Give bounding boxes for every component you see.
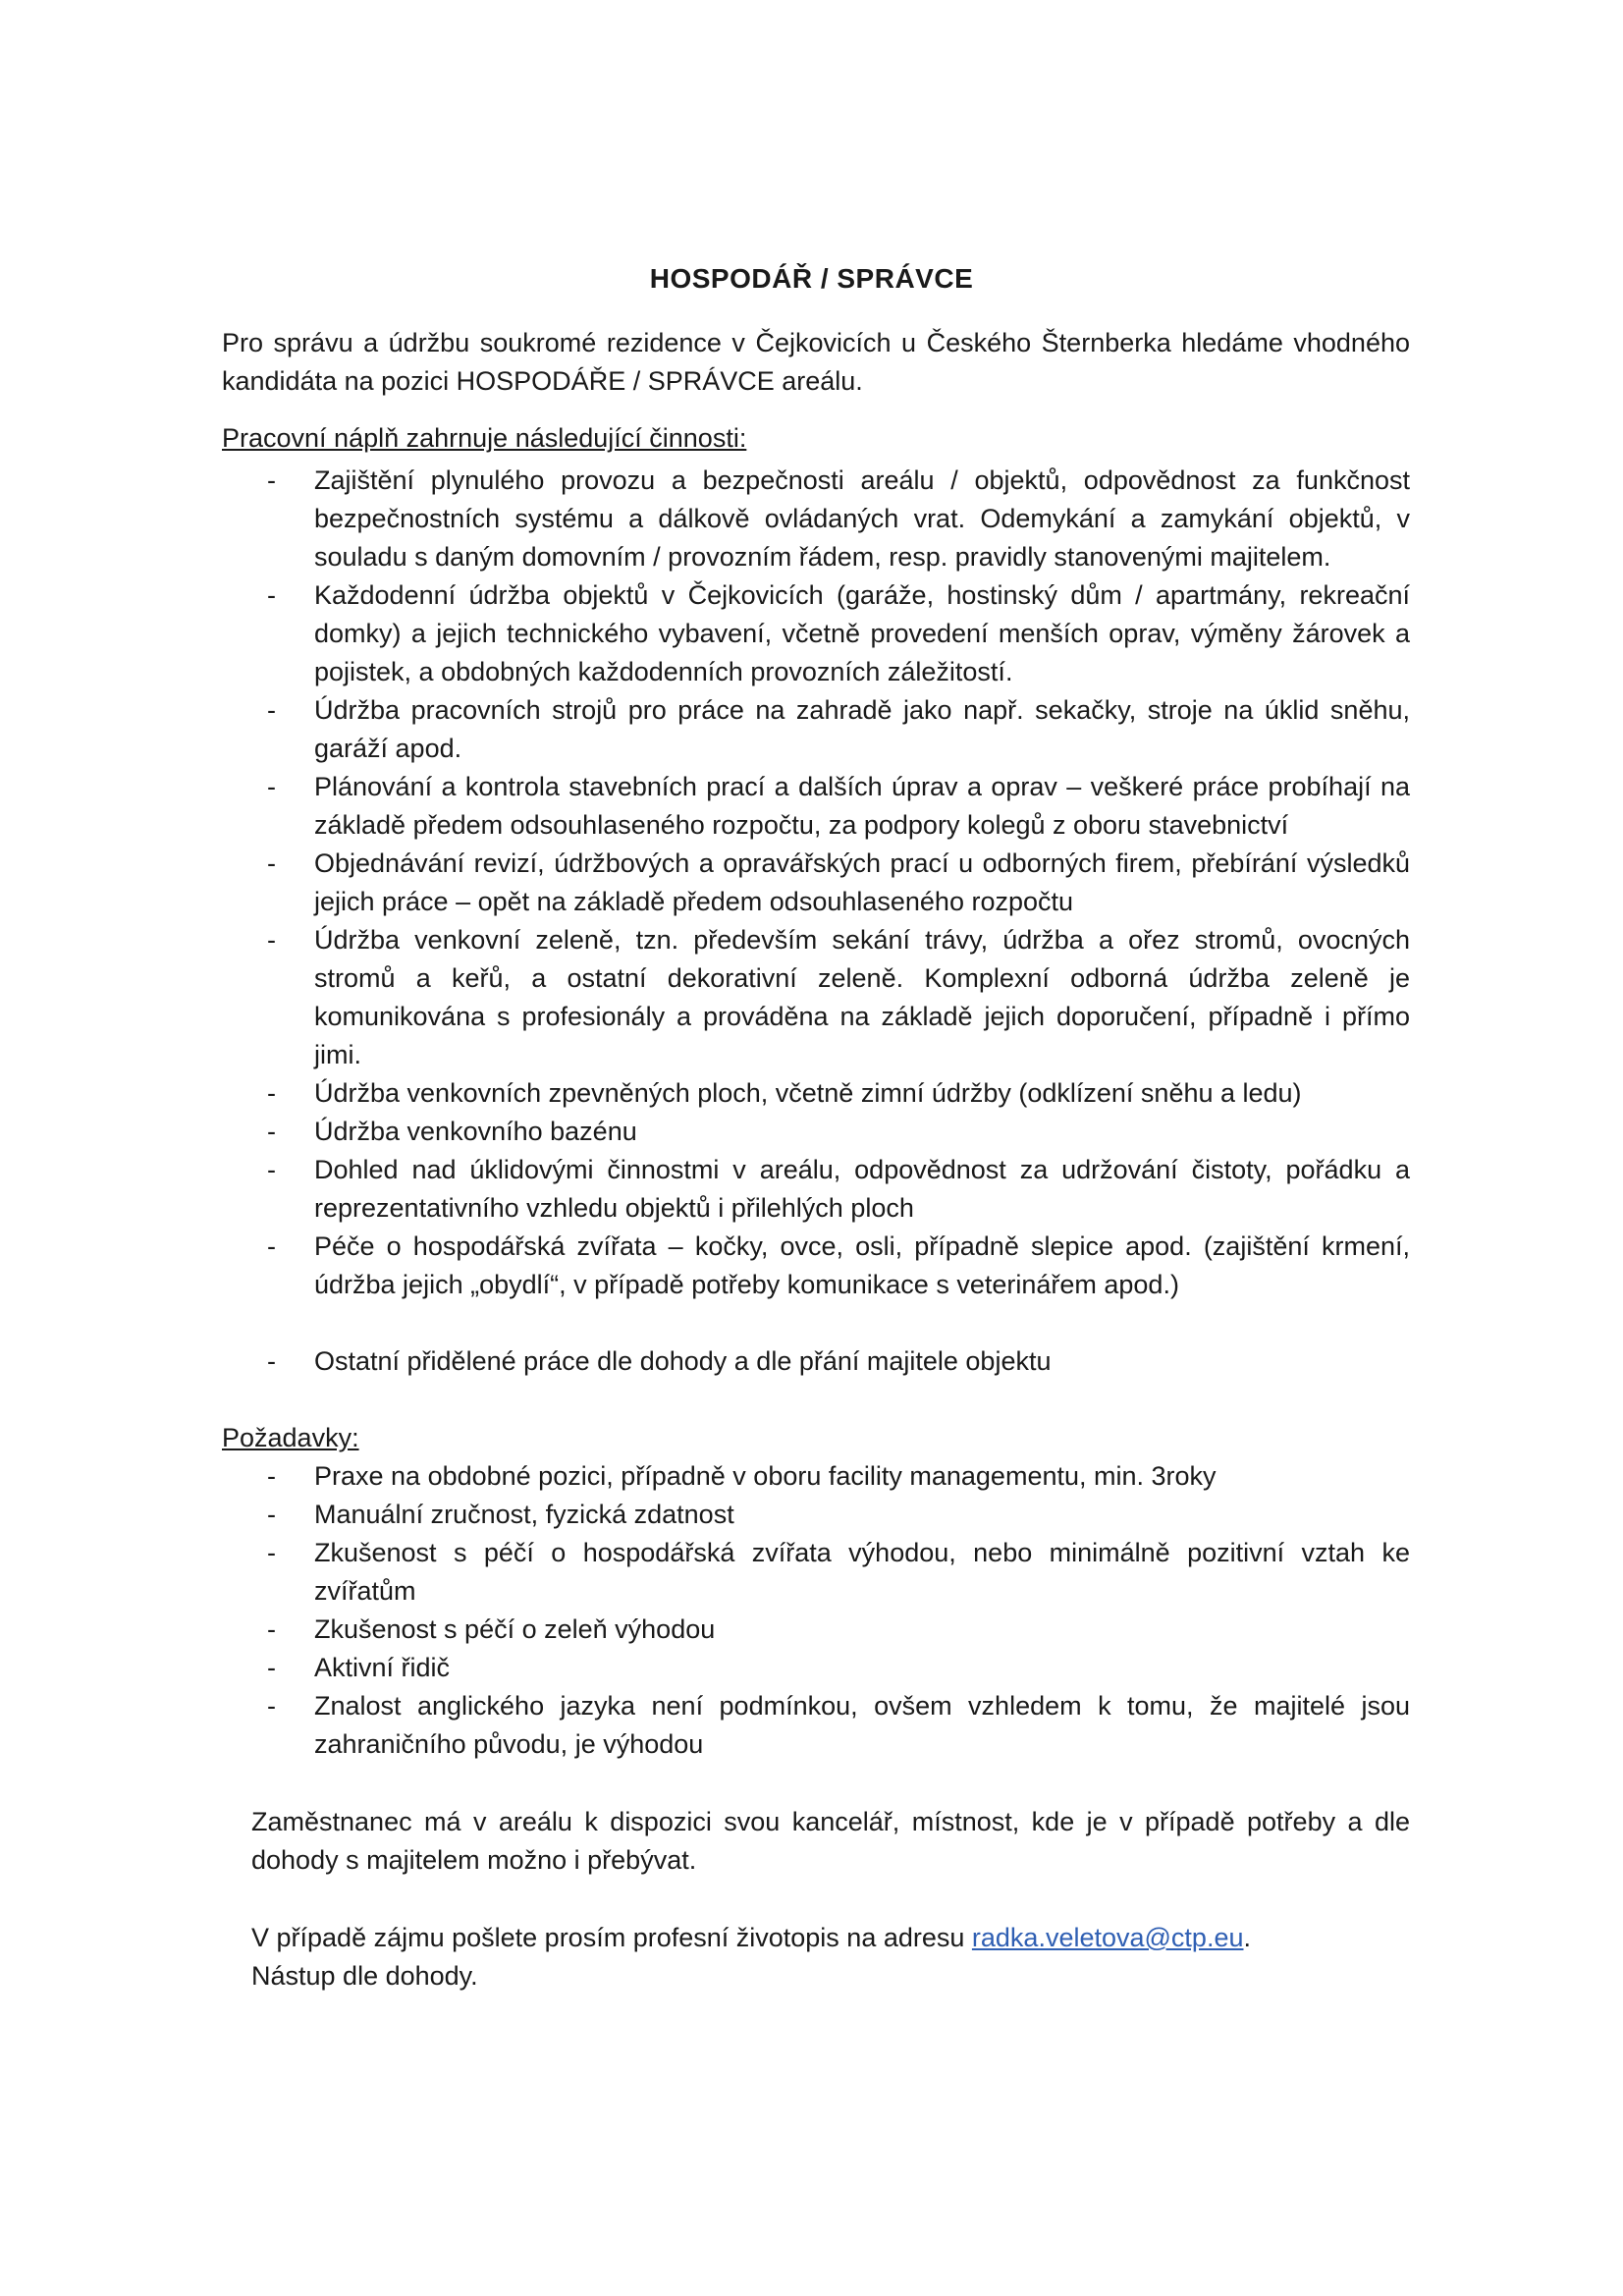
requirements-heading: Požadavky: [222,1423,359,1452]
requirement-item: - Manuální zručnost, fyzická zdatnost [222,1496,1410,1534]
duty-item: - Údržba venkovních zpevněných ploch, včetně zimní údržby (odklízení sněhu a ledu) [222,1074,1410,1113]
requirements-list [222,1457,1410,1764]
requirement-item: - Zkušenost s péčí o zeleň výhodou [222,1611,1410,1649]
duty-item: - Objednávání revizí, údržbových a opravářských prací u odborných firem, přebírání výsledků jejich práce – opět na základě předem odsouhlaseného rozpočtu [222,845,1410,921]
requirement-item: - Aktivní řidič [222,1649,1410,1687]
duty-item: - Údržba venkovního bazénu [222,1113,1410,1151]
duty-item: - Ostatní přidělené práce dle dohody a dle přání majitele objektu [222,1342,1410,1381]
duty-item: - Zajištění plynulého provozu a bezpečnosti areálu / objektů, odpovědnost za funkčnost bezpečnostních systému a dálkově ovládaných vrat. Odemykání a zamykání objektů, v souladu s daným domovním / provozním řádem, resp. pravidly stanovenými majitelem. [222,462,1410,576]
requirement-item: - Znalost anglického jazyka není podmínkou, ovšem vzhledem k tomu, že majitelé jsou zahraničního původu, je výhodou [222,1687,1410,1764]
apply-text: V případě zájmu pošlete prosím profesní životopis na adresu [251,1923,965,1952]
duty-item: - Plánování a kontrola stavebních prací a dalších úprav a oprav – veškeré práce probíhají na základě předem odsouhlaseného rozpočtu, za podpory kolegů z oboru stavebnictví [222,768,1410,845]
apply-suffix: . [1243,1923,1251,1952]
intro-paragraph: Pro správu a údržbu soukromé rezidence v Čejkovicích u Českého Šternberka hledáme vhodného kandidáta na pozici HOSPODÁŘE / SPRÁVCE areálu. [222,328,1410,396]
duty-item: - Dohled nad úklidovými činnostmi v areálu, odpovědnost za udržování čistoty, pořádku a reprezentativního vzhledu objektů i přilehlých ploch [222,1151,1410,1228]
page-title: HOSPODÁŘ / SPRÁVCE [649,263,974,294]
duties-list [222,462,1410,1381]
document-body [222,324,1410,1995]
duties-heading: Pracovní náplň zahrnuje následující činnosti: [222,423,747,453]
start-text: Nástup dle dohody. [251,1961,478,1991]
requirement-item: - Praxe na obdobné pozici, případně v oboru facility managementu, min. 3roky [222,1457,1410,1496]
office-note: Zaměstnanec má v areálu k dispozici svou kancelář, místnost, kde je v případě potřeby a dle dohody s majitelem možno i přebývat. [251,1807,1410,1875]
requirement-item: - Zkušenost s péčí o hospodářská zvířata výhodou, nebo minimálně pozitivní vztah ke zvířatům [222,1534,1410,1611]
duty-item: - Údržba pracovních strojů pro práce na zahradě jako např. sekačky, stroje na úklid sněhu, garáží apod. [222,691,1410,768]
email-link[interactable]: radka.veletova@ctp.eu [971,1923,1244,1952]
duty-item: - Údržba venkovní zeleně, tzn. především sekání trávy, údržba a ořez stromů, ovocných stromů a keřů, a ostatní dekorativní zeleně. Komplexní odborná údržba zeleně je komunikována s profesionály a prováděna na základě jejich doporučení, případně i přímo jimi. [222,921,1410,1074]
duty-item: - Péče o hospodářská zvířata – kočky, ovce, osli, případně slepice apod. (zajištění krmení, údržba jejich „obydlí“, v případě potřeby komunikace s veterinářem apod.) [222,1228,1410,1304]
duty-item: - Každodenní údržba objektů v Čejkovicích (garáže, hostinský dům / apartmány, rekreační domky) a jejich technického vybavení, včetně provedení menších oprav, výměny žárovek a pojistek, a obdobných každodenních provozních záležitostí. [222,576,1410,691]
apply-paragraph [251,1919,1410,1995]
